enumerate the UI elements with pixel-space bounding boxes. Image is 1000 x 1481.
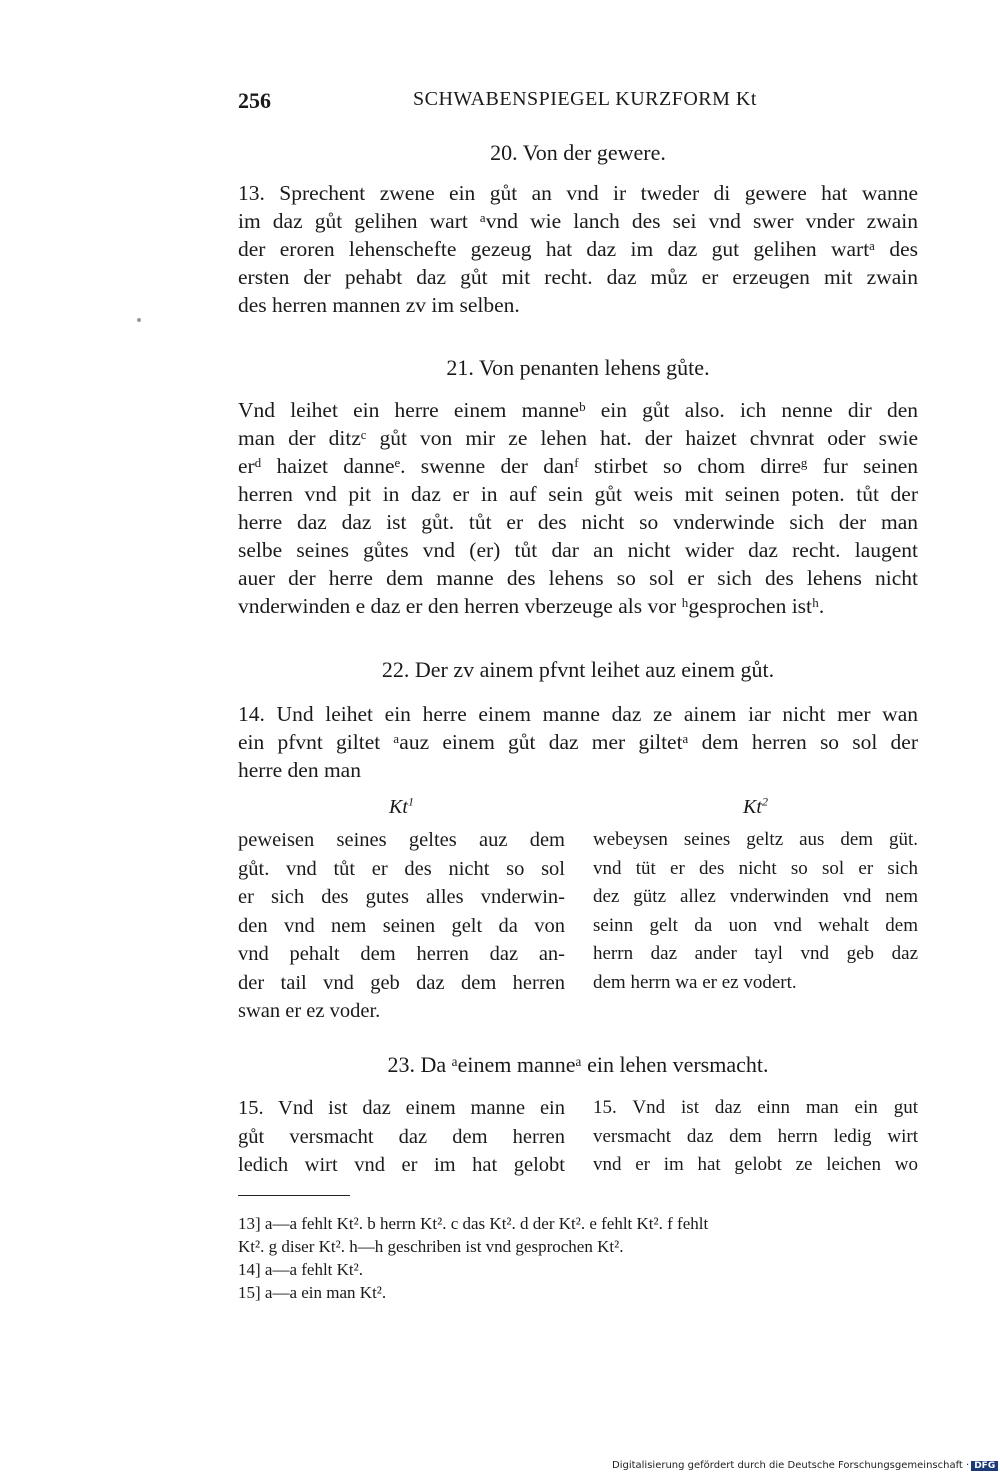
text-line: im daz gůt gelihen wart ᵃvnd wie lanch des sei vnd swer vnder zwain [238, 209, 918, 233]
column-heading-sup: 1 [407, 794, 414, 809]
text-line: seinn gelt da uon vnd wehalt dem [593, 914, 918, 936]
text-line: auer der herre dem manne des lehens so sol er sich des lehens nicht [238, 566, 918, 590]
column-heading-sup: 2 [761, 794, 768, 809]
text-line: gůt versmacht daz dem herren [238, 1125, 565, 1148]
text-line: erᵈ haizet danneᵉ. swenne der danᶠ stirbet so chom dirreᵍ fur seinen [238, 454, 918, 478]
text-line: 15. Vnd ist daz einn man ein gut [593, 1097, 918, 1118]
text-line: gůt. vnd tůt er des nicht so sol [238, 857, 565, 880]
footnote-line: 15] a—a ein man Kt². [238, 1283, 387, 1302]
text-line: 15. Vnd ist daz einem manne ein [238, 1097, 565, 1119]
section-heading-23: 23. Da ᵃeinem manneᵃ ein lehen versmacht. [387, 1052, 769, 1077]
text-line: dez gütz allez vnderwinden vnd nem [593, 886, 918, 907]
column-15-kt1 [238, 1094, 565, 1180]
text-line: webeysen seines geltz aus dem güt. [593, 829, 918, 850]
section-heading-20: 20. Von der gewere. [490, 140, 666, 165]
text-line: vnd pehalt dem herren daz an- [238, 943, 565, 965]
text-line: versmacht daz dem herrn ledig wirt [593, 1125, 918, 1147]
paragraph-13 [238, 179, 918, 319]
text-line: Vnd leihet ein herre einem manneᵇ ein gůt also. ich nenne dir den [238, 398, 918, 422]
page-number: 256 [238, 88, 271, 113]
text-line: vnderwinden e daz er den herren vberzeuge als vor ʰgesprochen istʰ. [238, 594, 825, 618]
footnote-line: Kt². g diser Kt². h—h geschriben ist vnd gesprochen Kt². [238, 1237, 624, 1256]
page-header [238, 88, 918, 118]
text-line: vnd er im hat gelobt ze leichen wo [593, 1154, 918, 1175]
dfg-logo: DFG [971, 1461, 998, 1471]
text-line: ersten der pehabt daz gůt mit recht. daz můz er erzeugen mit zwain [238, 265, 918, 289]
column-heading-text: Kt [389, 796, 408, 818]
footnotes [238, 1212, 918, 1304]
text-line: herre daz daz ist gůt. tůt er des nicht so vnderwinde sich der man [238, 510, 918, 534]
text-line: vnd tüt er des nicht so sol er sich [593, 857, 918, 879]
text-line: den vnd nem seinen gelt da von [238, 914, 565, 937]
column-kt2 [593, 826, 918, 997]
column-heading-kt2 [593, 796, 918, 819]
text-line: 14. Und leihet ein herre einem manne daz ze ainem iar nicht mer wan [238, 702, 918, 726]
column-kt1 [238, 826, 565, 1026]
text-line: herrn daz ander tayl vnd geb daz [593, 943, 918, 964]
column-15-kt2 [593, 1094, 918, 1180]
footnote-line: 14] a—a fehlt Kt². [238, 1260, 364, 1279]
text-line: man der ditzᶜ gůt von mir ze lehen hat. der haizet chvnrat oder swie [238, 426, 918, 450]
text-line: der eroren lehenschefte gezeug hat daz im daz gut gelihen wartᵃ des [238, 237, 918, 261]
section-heading-21: 21. Von penanten lehens gůte. [446, 355, 710, 380]
text-line: herre den man [238, 758, 361, 782]
digitization-credit [612, 1460, 998, 1471]
paragraph-21 [238, 396, 918, 620]
paragraph-14 [238, 700, 918, 784]
text-line: selbe seines gůtes vnd (er) tůt dar an nicht wider daz recht. laugent [238, 538, 918, 562]
text-line: ledich wirt vnd er im hat gelobt [238, 1154, 565, 1176]
text-line: peweisen seines geltes auz dem [238, 829, 565, 851]
section-heading-22: 22. Der zv ainem pfvnt leihet auz einem gůt. [381, 657, 775, 682]
credit-text: Digitalisierung gefördert durch die Deutsche Forschungsgemeinschaft · [612, 1460, 970, 1471]
text-line: ein pfvnt giltet ᵃauz einem gůt daz mer giltetᵃ dem herren so sol der [238, 730, 918, 754]
running-title: SCHWABENSPIEGEL KURZFORM Kt [413, 88, 757, 110]
footnote-line: 13] a—a fehlt Kt². b herrn Kt². c das Kt². d der Kt². e fehlt Kt². f fehlt [238, 1214, 709, 1233]
text-line: swan er ez voder. [238, 1000, 381, 1022]
column-heading-kt1 [238, 796, 565, 819]
text-line: herren vnd pit in daz er in auf sein gůt weis mit seinen poten. tůt der [238, 482, 918, 506]
text-line: der tail vnd geb daz dem herren [238, 971, 565, 994]
scan-mark [137, 318, 141, 322]
text-line: 13. Sprechent zwene ein gůt an vnd ir tweder di gewere hat wanne [238, 181, 918, 205]
text-line: des herren mannen zv im selben. [238, 293, 520, 317]
column-heading-text: Kt [743, 796, 762, 818]
footnote-rule [238, 1195, 350, 1196]
text-line: dem herrn wa er ez vodert. [593, 971, 797, 993]
text-line: er sich des gutes alles vnderwin- [238, 886, 565, 908]
